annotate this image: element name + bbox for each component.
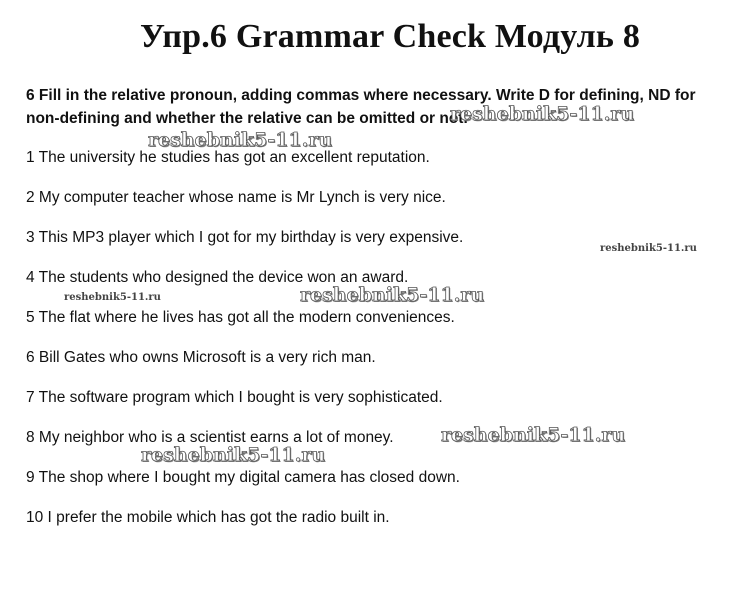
exercise-item-9: 9 The shop where I bought my digital camera has closed down.	[26, 469, 460, 486]
exercise-item-3: 3 This MP3 player which I got for my birthday is very expensive.	[26, 229, 464, 246]
exercise-item-4: 4 The students who designed the device won an award.	[26, 269, 409, 286]
exercise-item-5: 5 The flat where he lives has got all the modern conveniences.	[26, 309, 455, 326]
watermark: reshebnik5-11.ru	[600, 243, 697, 254]
exercise-list	[26, 146, 726, 546]
exercise-item-10: 10 I prefer the mobile which has got the radio built in.	[26, 509, 390, 526]
watermark: reshebnik5-11.ru	[148, 129, 333, 151]
watermark: reshebnik5-11.ru	[450, 103, 635, 125]
page-title: Упр.6 Grammar Check Модуль 8	[139, 18, 641, 55]
exercise-instructions: 6 Fill in the relative pronoun, adding commas where necessary. Write D for defining, ND for non-defining and whether the relative can be omitted or not.	[26, 87, 696, 127]
watermark: reshebnik5-11.ru	[300, 284, 485, 306]
watermark: reshebnik5-11.ru	[141, 444, 326, 466]
exercise-item-1: 1 The university he studies has got an excellent reputation.	[26, 149, 430, 166]
watermark: reshebnik5-11.ru	[64, 292, 161, 303]
watermark: reshebnik5-11.ru	[441, 424, 626, 446]
exercise-item-2: 2 My computer teacher whose name is Mr Lynch is very nice.	[26, 189, 446, 206]
exercise-item-8: 8 My neighbor who is a scientist earns a lot of money.	[26, 429, 394, 446]
exercise-item-6: 6 Bill Gates who owns Microsoft is a very rich man.	[26, 349, 376, 366]
exercise-item-7: 7 The software program which I bought is very sophisticated.	[26, 389, 443, 406]
